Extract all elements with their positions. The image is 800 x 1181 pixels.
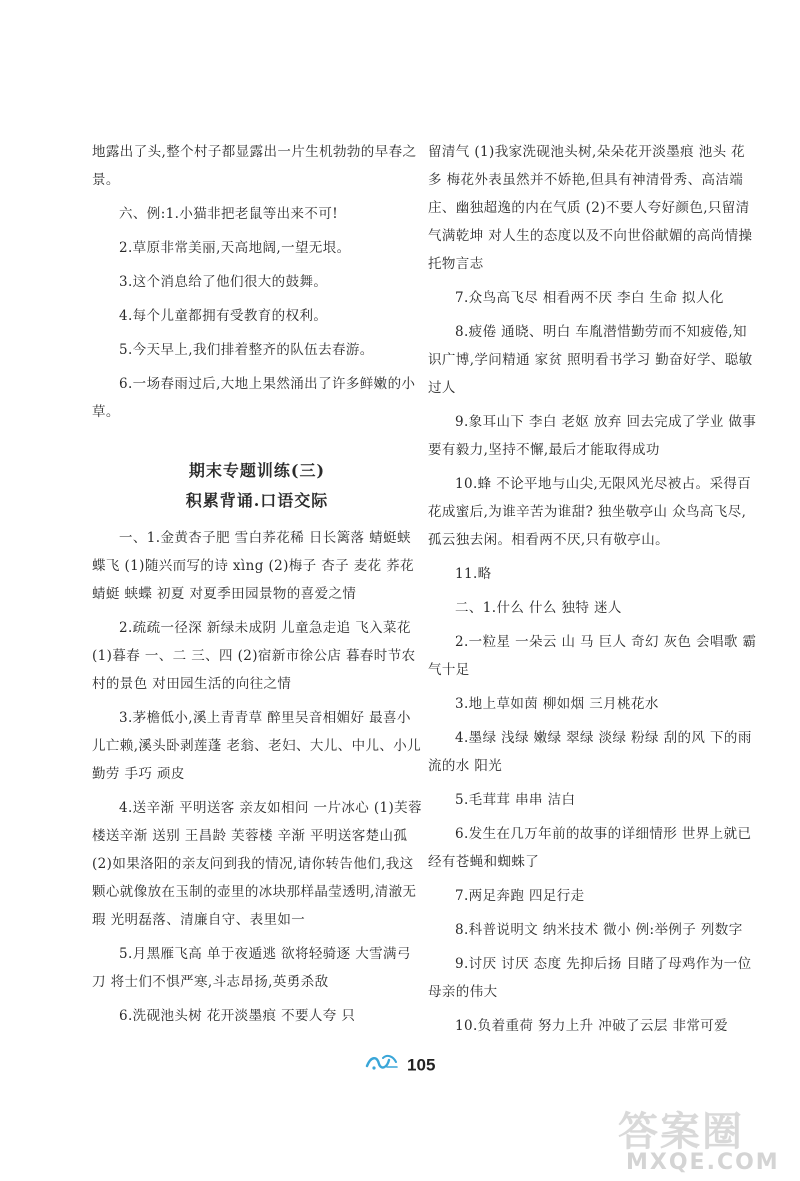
blue-flourish-icon — [365, 1054, 399, 1077]
answer-paragraph: 3.地上草如茵 柳如烟 三月桃花水 — [455, 696, 659, 712]
answer-paragraph: 7.两足奔跑 四足行走 — [455, 888, 585, 904]
answer-paragraph: 9.讨厌 讨厌 态度 先抑后扬 目睹了母鸡作为一位母亲的伟大 — [428, 956, 752, 1000]
right-answers — [428, 138, 758, 1040]
answer-paragraph: 9.象耳山下 李白 老妪 放弃 回去完成了学业 做事要有毅力,坚持不懈,最后才能取得成功 — [428, 414, 757, 458]
right-column — [428, 138, 758, 1046]
answer-paragraph: 5.今天早上,我们排着整齐的队伍去春游。 — [119, 342, 374, 358]
answer-paragraph: 二、1.什么 什么 独特 迷人 — [455, 600, 622, 616]
answer-paragraph: 留清气 (1)我家洗砚池头树,朵朵花开淡墨痕 池头 花多 梅花外表虽然并不娇艳,但具有神清骨秀、高洁端庄、幽独超逸的内在气质 (2)不要人夸好颜色,只留清气满乾坤 对人生的态度以及不向世俗献媚的高尚情操 托物言志 — [428, 144, 753, 272]
answer-paragraph: 5.月黑雁飞高 单于夜遁逃 欲将轻骑逐 大雪满弓刀 将士们不惧严寒,斗志昂扬,英勇杀敌 — [92, 946, 411, 990]
section-heading — [92, 456, 422, 516]
page-footer — [0, 1054, 800, 1077]
answer-paragraph: 8.疲倦 通晓、明白 车胤潜惜勤劳而不知疲倦,知识广博,学问精通 家贫 照明看书学习 勤奋好学、聪敏过人 — [428, 324, 753, 396]
answer-paragraph: 6.洗砚池头树 花开淡墨痕 不要人夸 只 — [119, 1008, 356, 1024]
left-top-answers — [92, 138, 422, 426]
left-column — [92, 138, 422, 1036]
answer-paragraph: 2.一粒星 一朵云 山 马 巨人 奇幻 灰色 会唱歌 霸气十足 — [428, 634, 757, 678]
answer-paragraph: 8.科普说明文 纳米技术 微小 例:举例子 列数字 — [455, 922, 743, 938]
answer-paragraph: 4.每个儿童都拥有受教育的权利。 — [119, 308, 328, 324]
answer-paragraph: 7.众鸟高飞尽 相看两不厌 李白 生命 拟人化 — [455, 290, 724, 306]
section-subtitle: 积累背诵.口语交际 — [185, 491, 329, 510]
section-title: 期末专题训练(三) — [188, 461, 326, 480]
page-number: 105 — [407, 1055, 436, 1075]
answer-paragraph: 2.草原非常美丽,天高地阔,一望无垠。 — [119, 240, 351, 256]
answer-paragraph: 4.墨绿 浅绿 嫩绿 翠绿 淡绿 粉绿 刮的风 下的雨 流的水 阳光 — [428, 730, 752, 774]
answer-paragraph: 11.略 — [455, 566, 492, 582]
left-bottom-answers — [92, 524, 422, 1030]
answer-paragraph: 6.发生在几万年前的故事的详细情形 世界上就已经有苍蝇和蜘蛛了 — [428, 826, 752, 870]
answer-paragraph: 10.蜂 不论平地与山尖,无限风光尽被占。采得百花成蜜后,为谁辛苦为谁甜? 独坐敬亭山 众鸟高飞尽,孤云独去闲。相看两不厌,只有敬亭山。 — [428, 476, 752, 548]
answer-paragraph: 4.送辛渐 平明送客 亲友如相问 一片冰心 (1)芙蓉楼送辛渐 送别 王昌龄 芙蓉楼 辛渐 平明送客楚山孤 (2)如果洛阳的亲友问到我的情况,请你转告他们,我这颗心就像放在玉制的壶里的冰块那样晶莹透明,清澈无瑕 光明磊落、清廉自守、表里如一 — [92, 800, 422, 928]
answer-paragraph: 10.负着重荷 努力上升 冲破了云层 非常可爱 — [455, 1018, 729, 1034]
answer-paragraph: 2.疏疏一径深 新绿未成阴 儿童急走追 飞入菜花 (1)暮春 一、二 三、四 (2)宿新市徐公店 暮春时节农村的景色 对田园生活的向往之情 — [92, 620, 416, 692]
answer-paragraph: 六、例:1.小猫非把老鼠等出来不可! — [119, 206, 339, 222]
answer-paragraph: 6.一场春雨过后,大地上果然涌出了许多鲜嫩的小草。 — [92, 376, 416, 420]
answer-paragraph: 3.这个消息给了他们很大的鼓舞。 — [119, 274, 328, 290]
watermark — [618, 1100, 788, 1176]
answer-paragraph: 一、1.金黄杏子肥 雪白荞花稀 日长篱落 蜻蜓蛱蝶飞 (1)随兴而写的诗 xìng (2)梅子 杏子 麦花 荞花 蜻蜓 蛱蝶 初夏 对夏季田园景物的喜爱之情 — [92, 530, 415, 602]
answer-paragraph: 地露出了头,整个村子都显露出一片生机勃勃的早春之景。 — [92, 144, 417, 188]
watermark-url: MXQE.COM — [626, 1150, 780, 1175]
answer-paragraph: 3.茅檐低小,溪上青青草 醉里吴音相媚好 最喜小儿亡赖,溪头卧剥莲蓬 老翁、老妇、大儿、中儿、小儿 勤劳 手巧 顽皮 — [92, 710, 422, 782]
watermark-logo-text: 答案圈 — [618, 1109, 744, 1155]
answer-paragraph: 5.毛茸茸 串串 洁白 — [455, 792, 576, 808]
